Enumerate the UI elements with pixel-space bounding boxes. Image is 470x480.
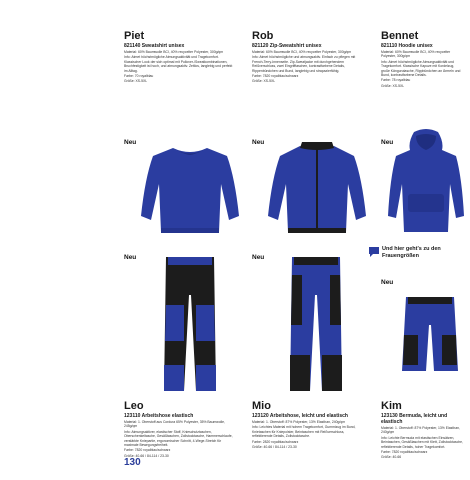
product-name: Rob	[252, 30, 274, 42]
new-badge: Neu	[252, 254, 265, 261]
product-code: 123120 Arbeitshose, leicht und elastisch	[252, 413, 348, 419]
product-code: 821140 Sweatshirt unisex	[124, 43, 185, 49]
product-name: Kim	[381, 400, 402, 412]
bermuda-image	[400, 295, 460, 375]
new-badge: Neu	[124, 139, 137, 146]
product-info: Info: Leichtes Material mit hohem Tragekomfort, Gummizug im Bund, Knietaschen für Kniepolster, Beintaschen mit Reißverschluss, reflektierende Details, Zollstocktasche.	[252, 425, 356, 439]
product-code: 123130 Bermuda, leicht und elastisch	[381, 413, 448, 425]
product-color: Farbe: 7820 royalblau/schwarz	[252, 74, 299, 79]
product-sizes: Größe: XS-5XL	[124, 79, 148, 84]
product-sizes: Größe: XS-5XL	[381, 83, 405, 88]
product-name: Piet	[124, 30, 145, 42]
new-badge: Neu	[381, 139, 394, 146]
trousers-image	[286, 255, 346, 395]
product-sizes: Größe: 40-66 / 84-114 / 23-30	[124, 453, 169, 458]
product-material: Material: 1. Oberstoff: 87% Polyester, 13% Elasthan, 240g/qm	[252, 420, 346, 424]
product-color: Farbe: 7820 royalblau/schwarz	[124, 448, 171, 453]
product-material: Material: 1. Oberstoff aus Cordura 65% Polyester, 35% Baumwolle, 245g/qm	[124, 420, 225, 429]
women-sizes-link[interactable]	[382, 246, 442, 260]
product-color: Farbe: 7820 royalblau/schwarz	[381, 450, 428, 455]
product-sizes: Größe: XS-5XL	[252, 79, 276, 84]
product-info: Info: Atmet höchstmögliche Atmungsaktivität und Tragekomfort. Klassischer Look der sich optimal mit Pullover-/Sweatkombinationen, Bruchfestigkeit ist hoch, und atmungsaktiv. Zeitlos, langlebig und perfekt im Alltag.	[124, 55, 233, 73]
sweatshirt-image	[135, 138, 245, 238]
product-sizes: Größe: 40-66	[381, 455, 402, 460]
hoodie-image	[386, 128, 466, 236]
product-piet	[124, 30, 234, 84]
product-color: Farbe: 78 royalblau	[381, 78, 411, 83]
speech-bubble-icon	[368, 246, 380, 258]
product-name: Leo	[124, 400, 144, 412]
product-info: Info: Leichte Bermuda mit elastischen Einsätzen, Beintaschen, Gesäßtaschen mit Klett, Zollstocktasche, reflektierende Details, hoher Tragekomfort.	[381, 435, 463, 449]
product-leo	[124, 400, 234, 458]
women-sizes-text: Und hier geht's zu den Frauengrößen	[382, 246, 441, 259]
product-bennet	[381, 30, 463, 88]
product-material: Material: 60% Baumwolle BCI, 40% recycelter Polyester, 300g/qm	[381, 50, 451, 59]
product-mio	[252, 400, 362, 449]
product-sizes: Größe: 40-66 / 84-114 / 23-30	[252, 445, 297, 450]
product-info: Info: Atmungsaktiver, elastischer Stoff, Knieschutztaschen, Oberschenkeltasche, Gesäßtaschen, Zollstocktasche, Hammerschlaufe, verstärkte Kniepartie, ergonomischer Schnitt, 4-Wege-Stretch für maximale Bewegungsfreiheit.	[124, 429, 233, 448]
product-material: Material: 60% Baumwolle BCI, 40% recycelter Polyester, 300g/qm	[124, 50, 224, 54]
product-info: Info: Atmet höchstmögliche Atmungsaktivität und Tragekomfort. Klassische Kapuze mit Kordelzug, große Kängurutasche, Rippbündchen an Ärmeln und Bund, kontrastfarbene Details.	[381, 59, 461, 78]
product-code: 821110 Hoodie unisex	[381, 43, 433, 49]
product-name: Mio	[252, 400, 271, 412]
product-name: Bennet	[381, 30, 419, 42]
product-color: Farbe: 2820 royalblau/schwarz	[252, 439, 299, 444]
new-badge: Neu	[252, 139, 265, 146]
product-info: Info: Atmet höchstmögliche und atmungsaktiv. Einfach zu pflegen mit French-Terry-Innenseite. Zip-Sweatjacke mit durchgehendem Reißverschluss, zwei Eingrifftaschen, kontrastfarbene Details, Rippenbündchen und Bund, langlebig und strapazierfähig.	[252, 55, 356, 73]
zip-sweatshirt-image	[262, 138, 372, 238]
product-kim	[381, 400, 463, 460]
product-code: 123110 Arbeitshose elastisch	[124, 413, 194, 419]
new-badge: Neu	[124, 254, 137, 261]
product-code: 821120 Zip-Sweatshirt unisex	[252, 43, 322, 49]
product-material: Material: 60% Baumwolle BCI, 40% recycelter Polyester, 300g/qm	[252, 50, 352, 54]
product-rob	[252, 30, 362, 84]
trousers-image	[160, 255, 220, 395]
new-badge: Neu	[381, 279, 394, 286]
product-material: Material: 1. Oberstoff: 87% Polyester, 13% Elasthan, 240g/qm	[381, 426, 460, 435]
page-number: 130	[124, 457, 141, 468]
product-color: Farbe: 70 royalblau	[124, 74, 154, 79]
